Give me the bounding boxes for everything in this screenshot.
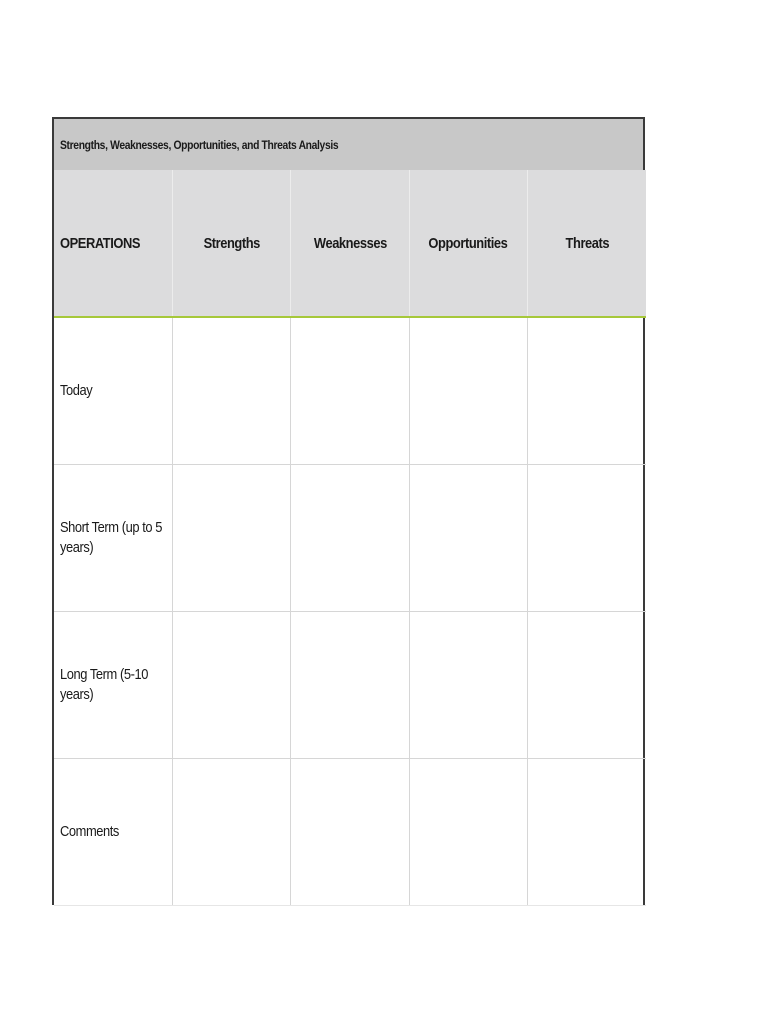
cell-short-term-opportunities[interactable] xyxy=(409,465,527,612)
table-row xyxy=(54,759,646,906)
cell-today-weaknesses[interactable] xyxy=(291,317,409,465)
header-threats: Threats xyxy=(528,170,646,317)
title-bar xyxy=(54,119,643,170)
row-label-short-term: Short Term (up to 5 years) xyxy=(54,465,172,612)
swot-analysis-sheet xyxy=(52,117,645,905)
header-strengths: Strengths xyxy=(172,170,290,317)
header-weaknesses: Weaknesses xyxy=(291,170,409,317)
cell-short-term-strengths[interactable] xyxy=(172,465,290,612)
cell-comments-opportunities[interactable] xyxy=(409,759,527,906)
cell-today-threats[interactable] xyxy=(528,317,646,465)
cell-today-strengths[interactable] xyxy=(172,317,290,465)
cell-short-term-threats[interactable] xyxy=(528,465,646,612)
table-row xyxy=(54,465,646,612)
row-label-today: Today xyxy=(54,317,172,465)
cell-long-term-strengths[interactable] xyxy=(172,612,290,759)
cell-comments-threats[interactable] xyxy=(528,759,646,906)
cell-long-term-threats[interactable] xyxy=(528,612,646,759)
cell-long-term-weaknesses[interactable] xyxy=(291,612,409,759)
row-label-comments: Comments xyxy=(54,759,172,906)
row-label-long-term: Long Term (5-10 years) xyxy=(54,612,172,759)
swot-table xyxy=(54,170,646,906)
sheet-title: Strengths, Weaknesses, Opportunities, and Threats Analysis xyxy=(60,137,339,152)
cell-comments-weaknesses[interactable] xyxy=(291,759,409,906)
cell-today-opportunities[interactable] xyxy=(409,317,527,465)
cell-short-term-weaknesses[interactable] xyxy=(291,465,409,612)
cell-long-term-opportunities[interactable] xyxy=(409,612,527,759)
table-row xyxy=(54,317,646,465)
header-operations: OPERATIONS xyxy=(54,170,172,317)
header-opportunities: Opportunities xyxy=(409,170,527,317)
cell-comments-strengths[interactable] xyxy=(172,759,290,906)
table-row xyxy=(54,612,646,759)
header-row xyxy=(54,170,646,317)
